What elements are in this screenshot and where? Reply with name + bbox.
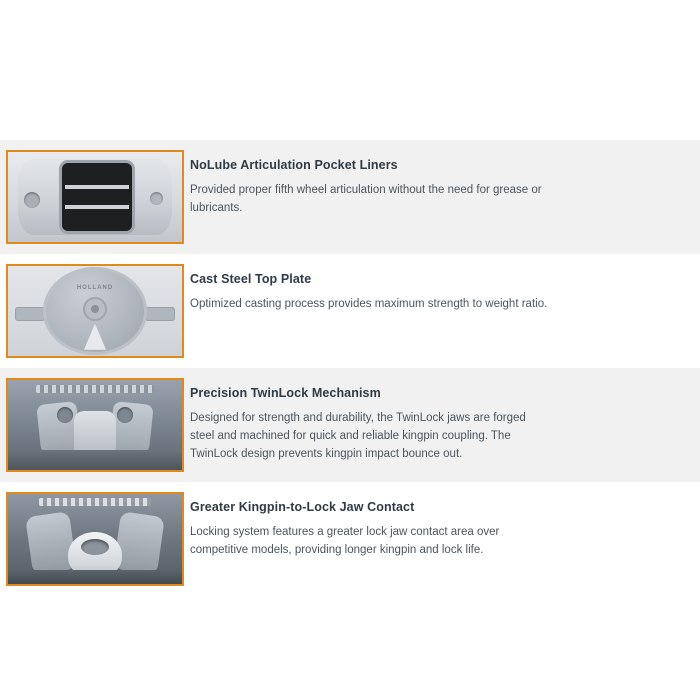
feature-description: Optimized casting process provides maximum strength to weight ratio.	[190, 298, 548, 310]
top-plate-disc-shape	[43, 267, 147, 355]
feature-text-column	[190, 264, 700, 314]
mounting-arm-right-shape	[145, 307, 175, 321]
pivot-pin-left-shape	[57, 407, 73, 423]
feature-description: Provided proper fifth wheel articulation without the need for grease or lubricants.	[190, 184, 542, 214]
lock-jaw-right-shape	[113, 511, 165, 575]
feature-row	[0, 368, 700, 482]
feature-thumbnail-wrap	[0, 264, 190, 358]
throat-opening-shape	[84, 324, 106, 350]
feature-description: Designed for strength and durability, the TwinLock jaws are forged steel and machined for quick and reliable kingpin coupling. The TwinLock design prevents kingpin impact bounce out.	[190, 412, 526, 460]
feature-title: Greater Kingpin-to-Lock Jaw Contact	[190, 500, 415, 514]
feature-thumbnail-wrap	[0, 150, 190, 244]
mounting-arm-left-shape	[15, 307, 45, 321]
feature-row	[0, 482, 700, 596]
feature-text-column	[190, 150, 700, 218]
feature-title: Precision TwinLock Mechanism	[190, 386, 381, 400]
cast-steel-top-plate-photo	[6, 264, 184, 358]
kingpin-hub-shape	[83, 297, 107, 321]
greater-kingpin-to-lock-jaw-contact-photo	[6, 492, 184, 586]
brand-stamp-label: HOLLAND	[76, 284, 114, 291]
serrated-rail-shape	[39, 498, 150, 506]
feature-text-column	[190, 378, 700, 463]
articulation-pocket-shape	[62, 163, 132, 231]
bolt-hole-left-shape	[24, 192, 40, 208]
precision-twinlock-mechanism-photo	[6, 378, 184, 472]
feature-row	[0, 254, 700, 368]
feature-list	[0, 140, 700, 596]
feature-row	[0, 140, 700, 254]
serrated-rail-shape	[36, 385, 154, 393]
mechanism-base-shape	[8, 450, 182, 470]
feature-text-column	[190, 492, 700, 560]
mechanism-base-shape	[8, 570, 182, 584]
feature-title: Cast Steel Top Plate	[190, 272, 312, 286]
nolube-articulation-pocket-liners-photo	[6, 150, 184, 244]
bolt-hole-right-shape	[150, 192, 163, 205]
feature-thumbnail-wrap	[0, 492, 190, 586]
feature-thumbnail-wrap	[0, 378, 190, 472]
feature-title: NoLube Articulation Pocket Liners	[190, 158, 398, 172]
feature-description: Locking system features a greater lock jaw contact area over competitive models, providing longer kingpin and lock life.	[190, 526, 500, 556]
